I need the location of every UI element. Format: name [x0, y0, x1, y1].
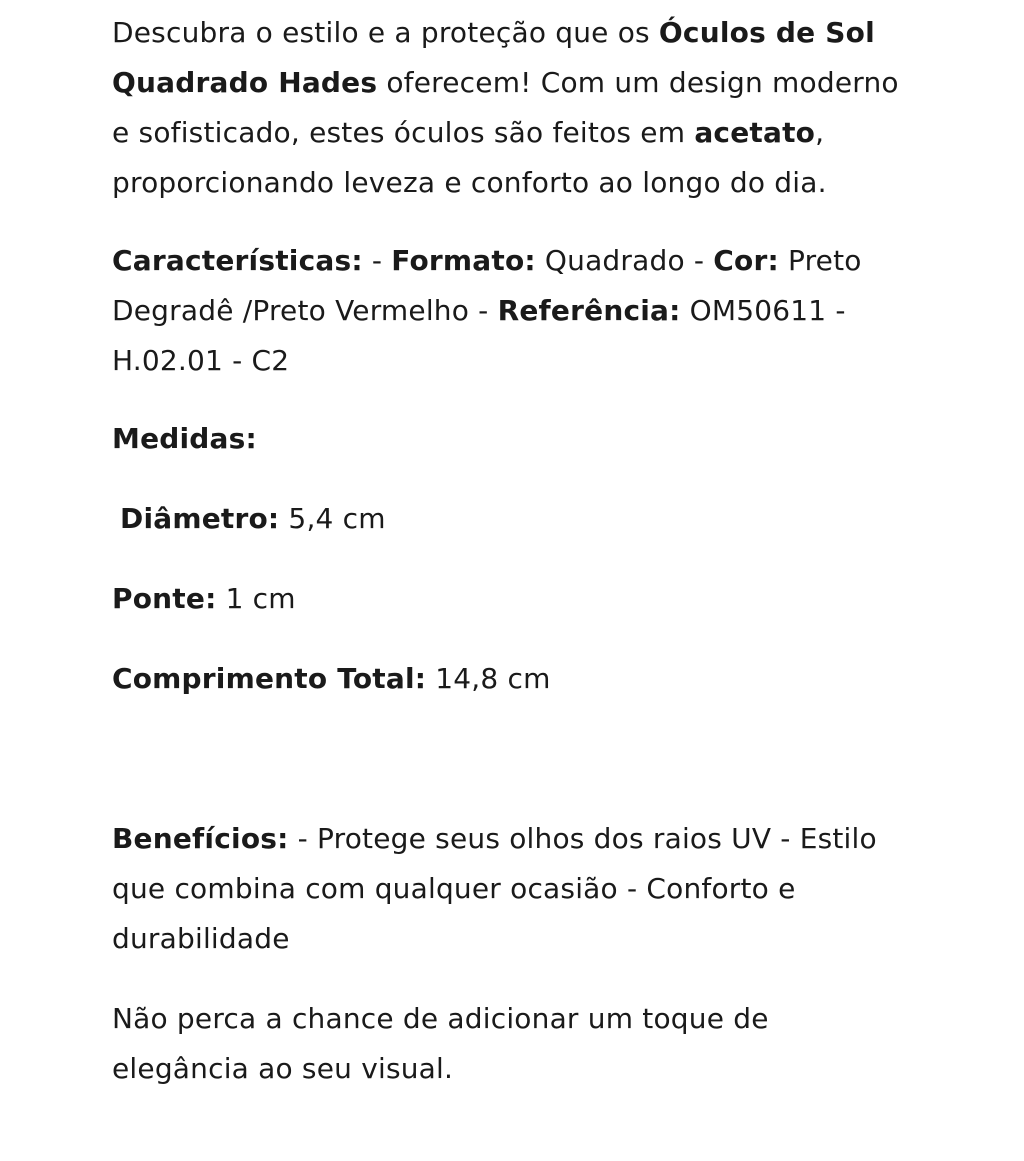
reference-label: Referência:: [497, 294, 681, 327]
total-length-label: Comprimento Total:: [112, 662, 427, 695]
intro-text-2: oferecem! Com um design moderno e sofisticado, estes óculos são feitos em: [112, 66, 899, 149]
benefits-label: Benefícios:: [112, 822, 289, 855]
total-length-line: [112, 654, 912, 704]
diameter-label: Diâmetro:: [120, 502, 280, 535]
material-name: acetato: [694, 116, 816, 149]
bridge-value: 1 cm: [216, 582, 296, 615]
closing-paragraph: Não perca a chance de adicionar um toque de elegância ao seu visual.: [112, 1002, 769, 1085]
diameter-line: [112, 494, 912, 544]
format-value: Quadrado -: [535, 244, 714, 277]
characteristics-separator: -: [362, 244, 392, 277]
color-label: Cor:: [713, 244, 779, 277]
benefits-value: - Protege seus olhos dos raios UV - Estilo que combina com qualquer ocasião - Conforto e durabilidade: [112, 822, 877, 955]
format-label: Formato:: [391, 244, 536, 277]
intro-paragraph: [112, 8, 912, 208]
diameter-value: 5,4 cm: [279, 502, 386, 535]
intro-text-1: Descubra o estilo e a proteção que os: [112, 16, 659, 49]
characteristics-label: Características:: [112, 244, 363, 277]
bridge-line: [112, 574, 912, 624]
product-description: [112, 8, 912, 1094]
measurements-label: Medidas:: [112, 422, 257, 455]
measurements-heading: [112, 414, 912, 464]
color-value: Preto Degradê /Preto Vermelho -: [112, 244, 862, 327]
product-name: Óculos de Sol Quadrado Hades: [112, 16, 875, 99]
bridge-label: Ponte:: [112, 582, 217, 615]
reference-value: OM50611 - H.02.01 - C2: [112, 294, 846, 377]
intro-text-3: , proporcionando leveza e conforto ao longo do dia.: [112, 116, 827, 199]
total-length-value: 14,8 cm: [426, 662, 551, 695]
characteristics-paragraph: [112, 236, 912, 386]
benefits-paragraph: [112, 814, 912, 964]
